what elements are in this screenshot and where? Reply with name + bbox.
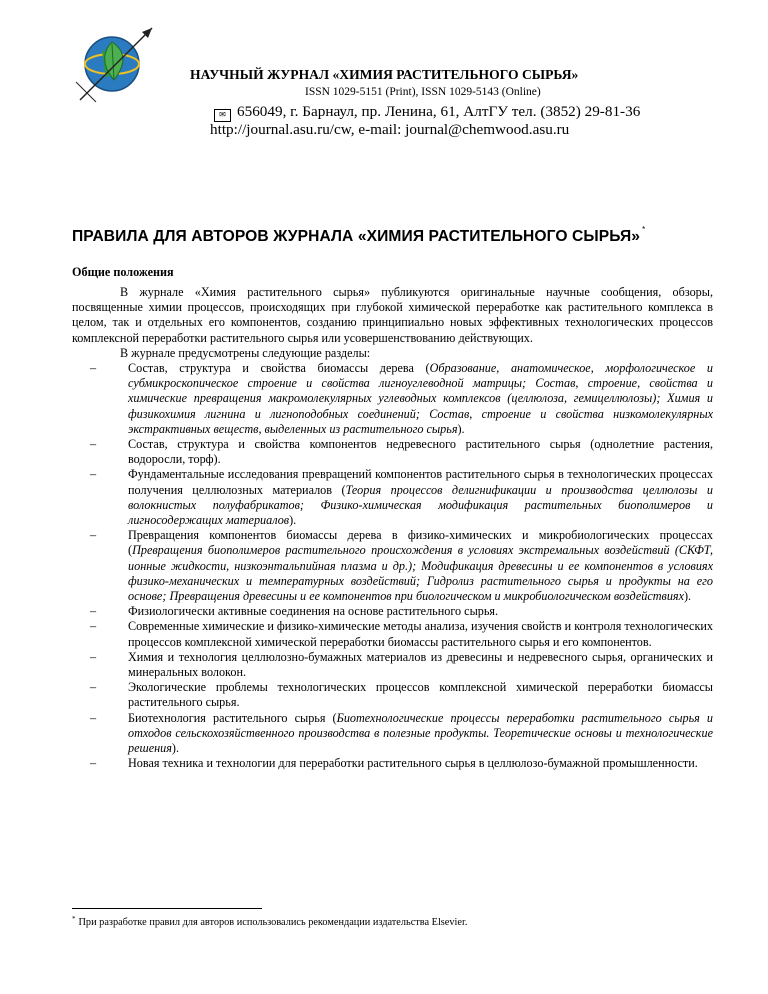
section-heading: Общие положения (72, 265, 174, 279)
footnote-rule (72, 908, 262, 909)
list-item (72, 437, 713, 467)
title-footnote-mark: * (642, 225, 646, 234)
list-item (72, 680, 713, 710)
list-item-text: Состав, структура и свойства компонентов недревесного растительного сырья (однолетние растения, водоросли, торф). (128, 437, 713, 467)
list-item-tail: ). (457, 421, 465, 436)
address-text: 656049, г. Барнаул, пр. Ленина, 61, АлтГУ тел. (3852) 29-81-36 (237, 103, 641, 120)
list-item (72, 604, 713, 619)
list-item-text: Экологические проблемы технологических процессов комплексной химической переработки биомассы растительного сырья. (128, 680, 713, 710)
list-dash: – (90, 528, 97, 543)
list-item-subtopics: Биотехнологические процессы переработки растительного сырья и отходов сельскохозяйственного производства в полезные продукты. Теоретические основы и технологические решения (128, 710, 713, 756)
footnote-text: При разработке правил для авторов использовались рекомендации издательства Elsevier. (78, 917, 468, 928)
sections-list (72, 361, 713, 771)
list-item-text: Современные химические и физико-химические методы анализа, изучения свойств и контроля технологических процессов комплексной химической переработки биомассы растительного сырья и его компонентов. (128, 619, 713, 649)
list-dash: – (90, 361, 97, 376)
list-item (72, 650, 713, 680)
list-dash: – (90, 604, 97, 619)
list-item-text: Фундаментальные исследования превращений компонентов растительного сырья в технологических процессах получения целлюлозных материалов ( (128, 467, 713, 497)
sections-lead: В журнале предусмотрены следующие разделы: (120, 345, 371, 360)
list-item (72, 528, 713, 604)
list-item-text: Превращения компонентов биомассы дерева в физико-химических и микробиологических процессах ( (128, 528, 713, 558)
web-contacts[interactable]: http://journal.asu.ru/cw, e-mail: journal@chemwood.asu.ru (210, 121, 570, 138)
list-item-subtopics: Образование, анатомическое, морфологическое и субмикроскопическое строение и свойства лигноуглеводной матрицы; Состав, строение, свойства и химические превращения макромолекулярных углеводных комплексов (целлюлоза, гемицеллюлозы); Химия и физикохимия лигнина и лигноподобных соединений; Состав, строение и свойства низкомолекулярных экстрактивных веществ, выделенных из растительного сырья (128, 361, 713, 436)
list-item-text: Новая техника и технологии для переработки растительного сырья в целлюлозо-бумажной промышленности. (128, 756, 698, 771)
list-item-text: Физиологически активные соединения на основе растительного сырья. (128, 604, 499, 619)
list-dash: – (90, 710, 97, 725)
list-item-tail: ). (289, 513, 297, 528)
document-body (72, 285, 713, 772)
list-dash: – (90, 437, 97, 452)
list-item-tail: ). (684, 589, 692, 604)
list-item-text: Состав, структура и свойства биомассы дерева ( (128, 361, 430, 376)
footnote-mark: * (72, 915, 76, 923)
list-item-text: Биотехнология растительного сырья ( (128, 710, 337, 725)
page-title-text: ПРАВИЛА ДЛЯ АВТОРОВ ЖУРНАЛА «ХИМИЯ РАСТИТЕЛЬНОГО СЫРЬЯ» (72, 228, 641, 245)
list-item (72, 711, 713, 757)
journal-logo (72, 22, 160, 106)
list-dash: – (90, 649, 97, 664)
page-title (72, 225, 645, 246)
mail-icon: ✉ (214, 109, 231, 122)
footnote (72, 915, 467, 928)
list-item-subtopics: Теория процессов делигнификации и производства целлюлозы и волокнистых полуфабрикатов; Физико-химическая модификация растительных биополимеров и лигносодержащих материалов (128, 482, 714, 528)
journal-title: НАУЧНЫЙ ЖУРНАЛ «ХИМИЯ РАСТИТЕЛЬНОГО СЫРЬЯ» (190, 67, 579, 82)
intro-paragraph: В журнале «Химия растительного сырья» публикуются оригинальные научные сообщения, обзоры, посвященные химии процессов, происходящих при глубокой химической переработке как растительного комплекса в целом, так и отдельных его компонентов, созданию принципиально новых эффективных технологических процессов комплексной переработки растительного сырья или усовершенствованию действующих. (72, 285, 713, 345)
list-item-subtopics: Превращения биополимеров растительного происхождения в условиях экстремальных воздействий (СКФТ, ионные жидкости, низкоэнтальпийная плазма и др.); Модификация древесины и ее компонентов в условиях физико-механических и температурных воздействий; Гидролиз растительного сырья и продукты на его основе; Превращения древесины и ее компонентов при биологическом и микробиологическом воздействиях (128, 543, 713, 604)
address-line (214, 103, 640, 121)
list-item-tail: ). (171, 741, 180, 756)
list-dash: – (90, 619, 97, 634)
list-item-text: Химия и технология целлюлозно-бумажных материалов из древесины и недревесного сырья, органических и минеральных волокон. (128, 649, 713, 680)
list-item (72, 619, 713, 649)
list-dash: – (90, 680, 97, 695)
list-dash: – (90, 756, 97, 771)
list-item (72, 361, 713, 437)
list-dash: – (90, 467, 97, 482)
list-item (72, 756, 713, 771)
list-item (72, 467, 713, 528)
issn-line: ISSN 1029-5151 (Print), ISSN 1029-5143 (Online) (305, 86, 541, 98)
